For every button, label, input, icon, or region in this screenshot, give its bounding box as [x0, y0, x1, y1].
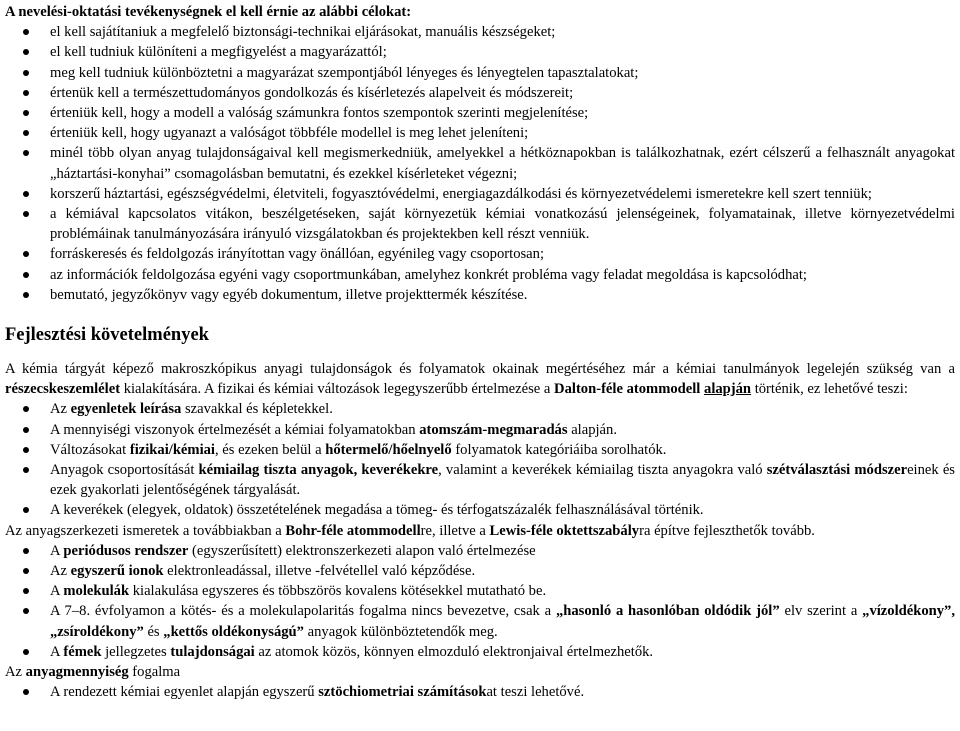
- list-item: [5, 285, 955, 305]
- text-run: A mennyiségi viszonyok értelmezését a kémiai folyamatokban: [50, 421, 420, 438]
- text-run: bemutató, jegyzőkönyv vagy egyéb dokumentum, illetve projekttermék készítése.: [50, 286, 528, 303]
- bullet-icon: [23, 608, 29, 614]
- text-run: sztöchiometriai számítások: [318, 684, 487, 701]
- list-item: [5, 42, 955, 62]
- text-run: szétválasztási módszer: [766, 462, 908, 479]
- list-item: [5, 682, 955, 702]
- text-run: a kémiával kapcsolatos vitákon, beszélgetéseken, saját környezetük kémiai vonatkozású jelenségeinek, folyamatainak, illetve környezetvédelmi problémáinak tanulmányozására irányuló vizsgálatokban és projektekben kell részt venniük.: [50, 206, 955, 243]
- list-item: [5, 500, 955, 520]
- goals-list: [5, 22, 955, 305]
- text-run: hőtermelő/hőelnyelő: [325, 441, 452, 458]
- list-item: [5, 63, 955, 83]
- text-run: el kell tudniuk különíteni a megfigyelést a magyarázattól;: [50, 44, 387, 61]
- text-run: Változásokat: [50, 441, 130, 458]
- list-item: [5, 460, 955, 500]
- text-run: érteniük kell, hogy a modell a valóság számunkra fontos szempontok szerinti megjelenítése;: [50, 105, 589, 122]
- text-run: el kell sajátítaniuk a megfelelő biztonsági-technikai eljárásokat, manuális készségeket;: [50, 24, 556, 41]
- text-run: elektronleadással, illetve -felvétellel való képződése.: [163, 563, 476, 580]
- bullet-icon: [23, 548, 29, 554]
- bullet-icon: [23, 292, 29, 298]
- text-run: szavakkal és képletekkel.: [181, 401, 333, 418]
- bullet-icon: [23, 427, 29, 433]
- list-item: [5, 184, 955, 204]
- list-item: [5, 581, 955, 601]
- text-run: Az anyagszerkezeti ismeretek a továbbiakban a: [5, 522, 286, 539]
- bullet-icon: [23, 251, 29, 257]
- bullet-icon: [23, 272, 29, 278]
- list-item: [5, 22, 955, 42]
- bullet-icon: [23, 689, 29, 695]
- bullet-icon: [23, 588, 29, 594]
- text-run: Az: [50, 401, 71, 418]
- text-run: történik, ez lehetővé teszi:: [751, 381, 908, 398]
- text-run: fogalma: [128, 664, 181, 681]
- text-run: A rendezett kémiai egyenlet alapján egyszerű: [50, 684, 319, 701]
- list-item: [5, 103, 955, 123]
- bullet-icon: [23, 191, 29, 197]
- bullet-icon: [23, 29, 29, 35]
- list-item: [5, 204, 955, 244]
- text-run: Bohr-féle atommodell: [285, 522, 421, 539]
- text-run: részecskeszemlélet: [5, 381, 121, 398]
- text-run: fizikai/kémiai: [129, 441, 215, 458]
- text-run: molekulák: [63, 583, 130, 600]
- text-run: atomszám-megmaradás: [419, 421, 568, 438]
- text-run: egyszerű ionok: [70, 563, 164, 580]
- text-run: kémiailag tiszta anyagok, keverékekre: [198, 462, 439, 479]
- text-run: A: [50, 643, 64, 660]
- bullet-icon: [23, 649, 29, 655]
- bullet-icon: [23, 406, 29, 412]
- text-run: , valamint a keverékek kémiailag tiszta anyagokra való: [438, 462, 767, 479]
- text-run: alapján: [704, 381, 752, 398]
- text-run: A keverékek (elegyek, oldatok) összetételének megadása a tömeg- és térfogatszázalék felhasználásával történik.: [50, 502, 704, 519]
- bullet-icon: [23, 211, 29, 217]
- text-run: A 7–8. évfolyamon a kötés- és a molekulapolaritás fogalma nincs bevezetve, csak a: [50, 603, 556, 620]
- list-item: [5, 642, 955, 662]
- text-run: re, illetve a: [420, 522, 490, 539]
- list-item: [5, 83, 955, 103]
- text-run: A: [50, 542, 64, 559]
- text-run: „kettős oldékonyságú”: [163, 623, 304, 640]
- bullet-icon: [23, 467, 29, 473]
- section-title: A nevelési-oktatási tevékenységnek el kell érnie az alábbi célokat:: [5, 4, 412, 20]
- text-run: korszerű háztartási, egészségvédelmi, életviteli, fogyasztóvédelmi, energiagazdálkodási és környezetvédelemi ismeretekre kell szert tenniük;: [50, 185, 872, 202]
- text-run: (egyszerűsített) elektronszerkezeti alapon való értelmezése: [188, 542, 536, 559]
- bullet-icon: [23, 447, 29, 453]
- text-run: kialakítására. A fizikai és kémiai változások legegyszerűbb értelmezése a: [120, 381, 555, 398]
- text-run: érteniük kell, hogy ugyanazt a valóságot többféle modellel is meg lehet jeleníteni;: [50, 125, 529, 142]
- list-item: [5, 561, 955, 581]
- amount-list: [5, 682, 955, 702]
- bullet-icon: [23, 150, 29, 156]
- bullet-icon: [23, 90, 29, 96]
- text-run: értenük kell a természettudományos gondolkozás és kísérletezés alapelveit és módszereit;: [50, 84, 574, 101]
- section-heading: Fejlesztési követelmények: [5, 325, 209, 346]
- document-page: [5, 0, 955, 703]
- text-run: az információk feldolgozása egyéni vagy csoportmunkában, amelyhez konkrét probléma vagy feladat megoldása is kapcsolódhat;: [50, 266, 807, 283]
- bullet-icon: [23, 70, 29, 76]
- text-run: anyagok különböztetendők meg.: [303, 623, 498, 640]
- text-run: anyagmennyiség: [25, 664, 129, 681]
- text-run: egyenletek leírása: [70, 401, 182, 418]
- text-run: Anyagok csoportosítását: [50, 462, 199, 479]
- text-run: Az: [5, 664, 26, 681]
- text-run: „vízoldékony”, „zsíroldékony”: [50, 603, 955, 640]
- bohr-paragraph: [5, 521, 955, 541]
- intro-paragraph: [5, 359, 955, 399]
- list-item: [5, 440, 955, 460]
- bullet-icon: [23, 110, 29, 116]
- text-run: Az: [50, 563, 71, 580]
- list-item: [5, 123, 955, 143]
- bullet-icon: [23, 130, 29, 136]
- text-run: minél több olyan anyag tulajdonságaival kell megismerkedniük, amelyekkel a hétköznapokban is találkozhatnak, ezért célszerű a felhasznált anyagokat „háztartási-konyhai” csomagolásban bemutatni, és ezekkel kísérleteket végezni;: [50, 145, 955, 182]
- list-item: [5, 541, 955, 561]
- text-run: meg kell tudniuk különböztetni a magyarázat szempontjából lényeges és lényegtelen tapasztalatokat;: [50, 64, 639, 81]
- text-run: ra építve fejleszthetők tovább.: [639, 522, 815, 539]
- text-run: A: [50, 583, 64, 600]
- bohr-list: [5, 541, 955, 662]
- list-item: [5, 399, 955, 419]
- bullet-icon: [23, 568, 29, 574]
- text-run: periódusos rendszer: [63, 542, 189, 559]
- dalton-list: [5, 399, 955, 520]
- text-run: forráskeresés és feldolgozás irányítottan vagy önállóan, egyénileg vagy csoportosan;: [50, 246, 544, 263]
- text-run: Lewis-féle oktettszabály: [489, 522, 640, 539]
- text-run: , és ezeken belül a: [214, 441, 326, 458]
- list-item: [5, 143, 955, 183]
- text-run: tulajdonságai: [170, 643, 255, 660]
- text-run: at teszi lehetővé.: [486, 684, 585, 701]
- list-item: [5, 601, 955, 641]
- text-run: elv szerint a: [779, 603, 863, 620]
- text-run: folyamatok kategóriáiba sorolhatók.: [451, 441, 667, 458]
- text-run: Dalton-féle atommodell: [554, 381, 705, 398]
- text-run: „hasonló a hasonlóban oldódik jól”: [555, 603, 780, 620]
- amount-paragraph: [5, 662, 955, 682]
- text-run: jellegzetes: [101, 643, 171, 660]
- list-item: [5, 265, 955, 285]
- text-run: alapján.: [567, 421, 617, 438]
- bullet-icon: [23, 507, 29, 513]
- text-run: kialakulása egyszeres és többszörös kovalens kötésekkel mutatható be.: [129, 583, 547, 600]
- text-run: einek és ezek gyakorlati jelentőségének tárgyalását.: [50, 462, 955, 499]
- list-item: [5, 420, 955, 440]
- text-run: fémek: [63, 643, 102, 660]
- text-run: az atomok közös, könnyen elmozduló elektronjaival értelmezhetők.: [254, 643, 654, 660]
- list-item: [5, 244, 955, 264]
- text-run: A kémia tárgyát képező makroszkópikus anyagi tulajdonságok és folyamatok okainak megértéséhez már a kémiai tanulmányok legelején szükség van a: [5, 361, 955, 378]
- text-run: és: [143, 623, 164, 640]
- bullet-icon: [23, 49, 29, 55]
